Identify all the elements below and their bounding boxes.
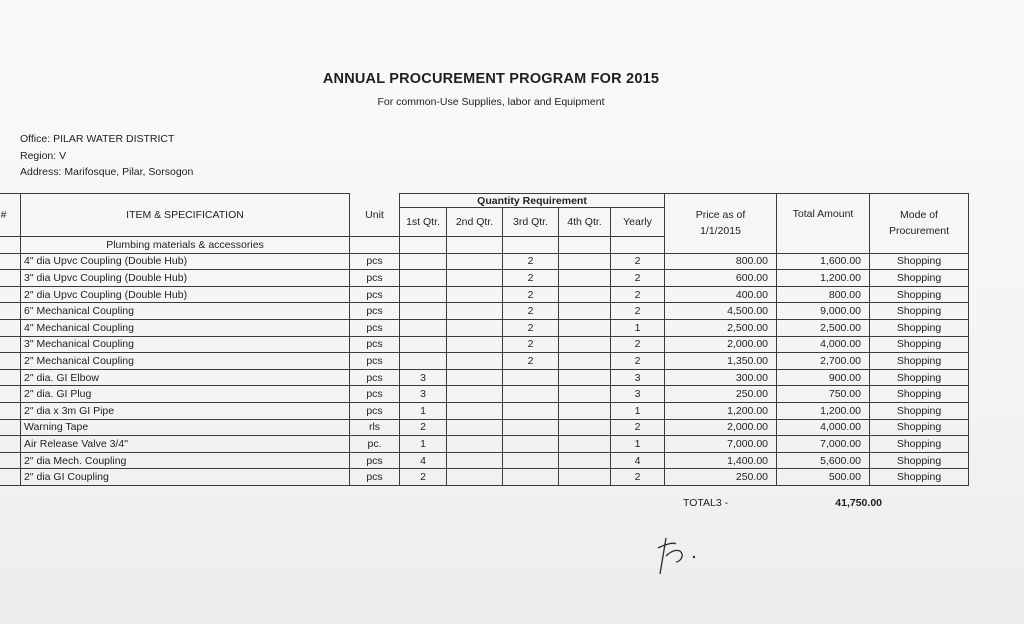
cell-yearly: 4 xyxy=(611,452,665,469)
cell-unit: pc. xyxy=(350,436,400,453)
cell-mode: Shopping xyxy=(870,386,969,403)
cell-unit: pcs xyxy=(350,253,400,270)
cell-q1 xyxy=(400,303,447,320)
section-empty-q4 xyxy=(559,237,611,254)
cell-q3 xyxy=(503,369,559,386)
cell-q3: 2 xyxy=(503,336,559,353)
cell-item: 3" dia Upvc Coupling (Double Hub) xyxy=(21,270,350,287)
table-row xyxy=(0,319,969,336)
header-quantity-group: Quantity Requirement xyxy=(400,194,665,208)
cell-item: Warning Tape xyxy=(21,419,350,436)
cell-item: Air Release Valve 3/4" xyxy=(21,436,350,453)
cell-unit: pcs xyxy=(350,353,400,370)
cell-price: 300.00 xyxy=(665,369,777,386)
cell-yearly: 2 xyxy=(611,419,665,436)
cell-num xyxy=(0,270,21,287)
header-mode-line2: Procurement xyxy=(888,225,950,238)
cell-q4 xyxy=(559,469,611,486)
cell-yearly: 2 xyxy=(611,286,665,303)
cell-item: 4" dia Upvc Coupling (Double Hub) xyxy=(21,253,350,270)
cell-price: 250.00 xyxy=(665,469,777,486)
cell-yearly: 3 xyxy=(611,369,665,386)
cell-q1 xyxy=(400,336,447,353)
cell-mode: Shopping xyxy=(870,436,969,453)
cell-q1: 4 xyxy=(400,452,447,469)
cell-num xyxy=(0,386,21,403)
cell-yearly: 3 xyxy=(611,386,665,403)
cell-item: 4" Mechanical Coupling xyxy=(21,319,350,336)
cell-price: 800.00 xyxy=(665,253,777,270)
procurement-table xyxy=(0,193,969,486)
header-num: # xyxy=(0,194,21,237)
cell-mode: Shopping xyxy=(870,369,969,386)
cell-q1: 3 xyxy=(400,369,447,386)
cell-q3 xyxy=(503,452,559,469)
cell-q4 xyxy=(559,270,611,287)
cell-q4 xyxy=(559,369,611,386)
section-empty-unit xyxy=(350,237,400,254)
header-mode-line1: Mode of xyxy=(900,209,938,222)
cell-num xyxy=(0,319,21,336)
cell-num xyxy=(0,336,21,353)
table-row xyxy=(0,452,969,469)
table-row xyxy=(0,336,969,353)
header-q2: 2nd Qtr. xyxy=(447,208,503,237)
cell-num xyxy=(0,286,21,303)
cell-total: 1,600.00 xyxy=(777,253,870,270)
table-row xyxy=(0,369,969,386)
office-line: Office: PILAR WATER DISTRICT xyxy=(20,133,175,145)
document-title: ANNUAL PROCUREMENT PROGRAM FOR 2015 xyxy=(322,71,660,87)
section-empty-yearly xyxy=(611,237,665,254)
cell-item: 6" Mechanical Coupling xyxy=(21,303,350,320)
document-subtitle: For common-Use Supplies, labor and Equipment xyxy=(377,96,605,108)
cell-yearly: 2 xyxy=(611,253,665,270)
cell-q1 xyxy=(400,253,447,270)
cell-q3: 2 xyxy=(503,303,559,320)
header-q4: 4th Qtr. xyxy=(559,208,611,237)
cell-price: 400.00 xyxy=(665,286,777,303)
cell-unit: pcs xyxy=(350,336,400,353)
cell-q3: 2 xyxy=(503,319,559,336)
cell-price: 1,200.00 xyxy=(665,402,777,419)
cell-q2 xyxy=(447,353,503,370)
table-row xyxy=(0,419,969,436)
cell-unit: pcs xyxy=(350,270,400,287)
header-q1: 1st Qtr. xyxy=(400,208,447,237)
cell-num xyxy=(0,303,21,320)
cell-q1: 1 xyxy=(400,436,447,453)
cell-yearly: 2 xyxy=(611,336,665,353)
cell-q4 xyxy=(559,436,611,453)
cell-num xyxy=(0,419,21,436)
cell-mode: Shopping xyxy=(870,419,969,436)
cell-q4 xyxy=(559,303,611,320)
cell-total: 900.00 xyxy=(777,369,870,386)
cell-mode: Shopping xyxy=(870,270,969,287)
cell-q3 xyxy=(503,436,559,453)
cell-total: 9,000.00 xyxy=(777,303,870,320)
cell-total: 4,000.00 xyxy=(777,336,870,353)
table-row xyxy=(0,386,969,403)
cell-price: 7,000.00 xyxy=(665,436,777,453)
cell-q1 xyxy=(400,286,447,303)
total-label: TOTAL3 - xyxy=(683,497,729,509)
cell-q2 xyxy=(447,436,503,453)
cell-q2 xyxy=(447,336,503,353)
cell-q1 xyxy=(400,353,447,370)
cell-mode: Shopping xyxy=(870,402,969,419)
cell-item: 2" dia Upvc Coupling (Double Hub) xyxy=(21,286,350,303)
table-row xyxy=(0,286,969,303)
cell-q4 xyxy=(559,319,611,336)
cell-total: 2,700.00 xyxy=(777,353,870,370)
table-row xyxy=(0,270,969,287)
section-label: Plumbing materials & accessories xyxy=(21,237,350,254)
header-total: Total Amount xyxy=(777,194,870,254)
cell-total: 1,200.00 xyxy=(777,402,870,419)
cell-q4 xyxy=(559,452,611,469)
header-unit: Unit xyxy=(350,194,400,237)
header-price-line1: Price as of xyxy=(695,209,746,222)
cell-item: 2" dia. GI Plug xyxy=(21,386,350,403)
cell-q1 xyxy=(400,270,447,287)
cell-q4 xyxy=(559,286,611,303)
cell-yearly: 2 xyxy=(611,469,665,486)
cell-price: 600.00 xyxy=(665,270,777,287)
cell-q2 xyxy=(447,319,503,336)
table-row xyxy=(0,253,969,270)
section-empty-q1 xyxy=(400,237,447,254)
cell-q3: 2 xyxy=(503,253,559,270)
cell-total: 7,000.00 xyxy=(777,436,870,453)
section-empty-q3 xyxy=(503,237,559,254)
cell-num xyxy=(0,452,21,469)
cell-q3 xyxy=(503,469,559,486)
cell-q1: 2 xyxy=(400,469,447,486)
cell-q4 xyxy=(559,353,611,370)
header-item: ITEM & SPECIFICATION xyxy=(21,194,350,237)
cell-q4 xyxy=(559,336,611,353)
cell-mode: Shopping xyxy=(870,286,969,303)
cell-price: 250.00 xyxy=(665,386,777,403)
header-price-line2: 1/1/2015 xyxy=(700,225,741,238)
cell-q2 xyxy=(447,253,503,270)
cell-q2 xyxy=(447,452,503,469)
cell-item: 2" dia Mech. Coupling xyxy=(21,452,350,469)
cell-q3: 2 xyxy=(503,353,559,370)
cell-unit: pcs xyxy=(350,303,400,320)
cell-item: 2" dia x 3m GI Pipe xyxy=(21,402,350,419)
cell-q2 xyxy=(447,402,503,419)
cell-unit: pcs xyxy=(350,319,400,336)
region-line: Region: V xyxy=(20,150,67,162)
cell-mode: Shopping xyxy=(870,319,969,336)
cell-unit: pcs xyxy=(350,402,400,419)
cell-q3: 2 xyxy=(503,270,559,287)
cell-num xyxy=(0,436,21,453)
cell-total: 1,200.00 xyxy=(777,270,870,287)
cell-q2 xyxy=(447,303,503,320)
section-empty-q2 xyxy=(447,237,503,254)
header-q3: 3rd Qtr. xyxy=(503,208,559,237)
total-value: 41,750.00 xyxy=(835,497,882,509)
cell-item: 2" Mechanical Coupling xyxy=(21,353,350,370)
header-mode xyxy=(870,194,969,254)
cell-num xyxy=(0,353,21,370)
cell-yearly: 1 xyxy=(611,402,665,419)
header-row-1 xyxy=(0,194,969,208)
table-row xyxy=(0,303,969,320)
cell-yearly: 2 xyxy=(611,303,665,320)
cell-total: 2,500.00 xyxy=(777,319,870,336)
cell-price: 4,500.00 xyxy=(665,303,777,320)
cell-yearly: 1 xyxy=(611,319,665,336)
cell-q4 xyxy=(559,253,611,270)
cell-mode: Shopping xyxy=(870,253,969,270)
cell-num xyxy=(0,369,21,386)
table-row xyxy=(0,353,969,370)
table-row xyxy=(0,436,969,453)
cell-num xyxy=(0,469,21,486)
cell-q4 xyxy=(559,402,611,419)
cell-total: 5,600.00 xyxy=(777,452,870,469)
address-line: Address: Marifosque, Pilar, Sorsogon xyxy=(20,166,194,178)
cell-q1: 3 xyxy=(400,386,447,403)
cell-unit: pcs xyxy=(350,286,400,303)
cell-mode: Shopping xyxy=(870,336,969,353)
cell-q1: 1 xyxy=(400,402,447,419)
cell-mode: Shopping xyxy=(870,353,969,370)
cell-q2 xyxy=(447,369,503,386)
cell-q3 xyxy=(503,386,559,403)
cell-q2 xyxy=(447,419,503,436)
cell-item: 3" Mechanical Coupling xyxy=(21,336,350,353)
cell-q4 xyxy=(559,419,611,436)
cell-yearly: 1 xyxy=(611,436,665,453)
cell-unit: rls xyxy=(350,419,400,436)
cell-num xyxy=(0,402,21,419)
cell-item: 2" dia GI Coupling xyxy=(21,469,350,486)
cell-q2 xyxy=(447,270,503,287)
cell-unit: pcs xyxy=(350,369,400,386)
section-num-cell xyxy=(0,237,21,254)
cell-q2 xyxy=(447,286,503,303)
cell-price: 2,000.00 xyxy=(665,419,777,436)
handwritten-initials xyxy=(652,532,712,582)
cell-mode: Shopping xyxy=(870,303,969,320)
cell-q2 xyxy=(447,469,503,486)
cell-item: 2" dia. GI Elbow xyxy=(21,369,350,386)
cell-q3 xyxy=(503,419,559,436)
cell-price: 1,400.00 xyxy=(665,452,777,469)
cell-unit: pcs xyxy=(350,469,400,486)
cell-total: 4,000.00 xyxy=(777,419,870,436)
cell-yearly: 2 xyxy=(611,353,665,370)
cell-mode: Shopping xyxy=(870,452,969,469)
cell-q3 xyxy=(503,402,559,419)
table-row xyxy=(0,469,969,486)
cell-q1 xyxy=(400,319,447,336)
cell-q4 xyxy=(559,386,611,403)
cell-unit: pcs xyxy=(350,452,400,469)
cell-total: 800.00 xyxy=(777,286,870,303)
cell-total: 750.00 xyxy=(777,386,870,403)
cell-q3: 2 xyxy=(503,286,559,303)
cell-price: 2,000.00 xyxy=(665,336,777,353)
cell-price: 1,350.00 xyxy=(665,353,777,370)
cell-yearly: 2 xyxy=(611,270,665,287)
cell-price: 2,500.00 xyxy=(665,319,777,336)
header-price xyxy=(665,194,777,254)
cell-q1: 2 xyxy=(400,419,447,436)
cell-num xyxy=(0,253,21,270)
table-row xyxy=(0,402,969,419)
cell-total: 500.00 xyxy=(777,469,870,486)
cell-unit: pcs xyxy=(350,386,400,403)
cell-mode: Shopping xyxy=(870,469,969,486)
cell-q2 xyxy=(447,386,503,403)
header-yearly: Yearly xyxy=(611,208,665,237)
